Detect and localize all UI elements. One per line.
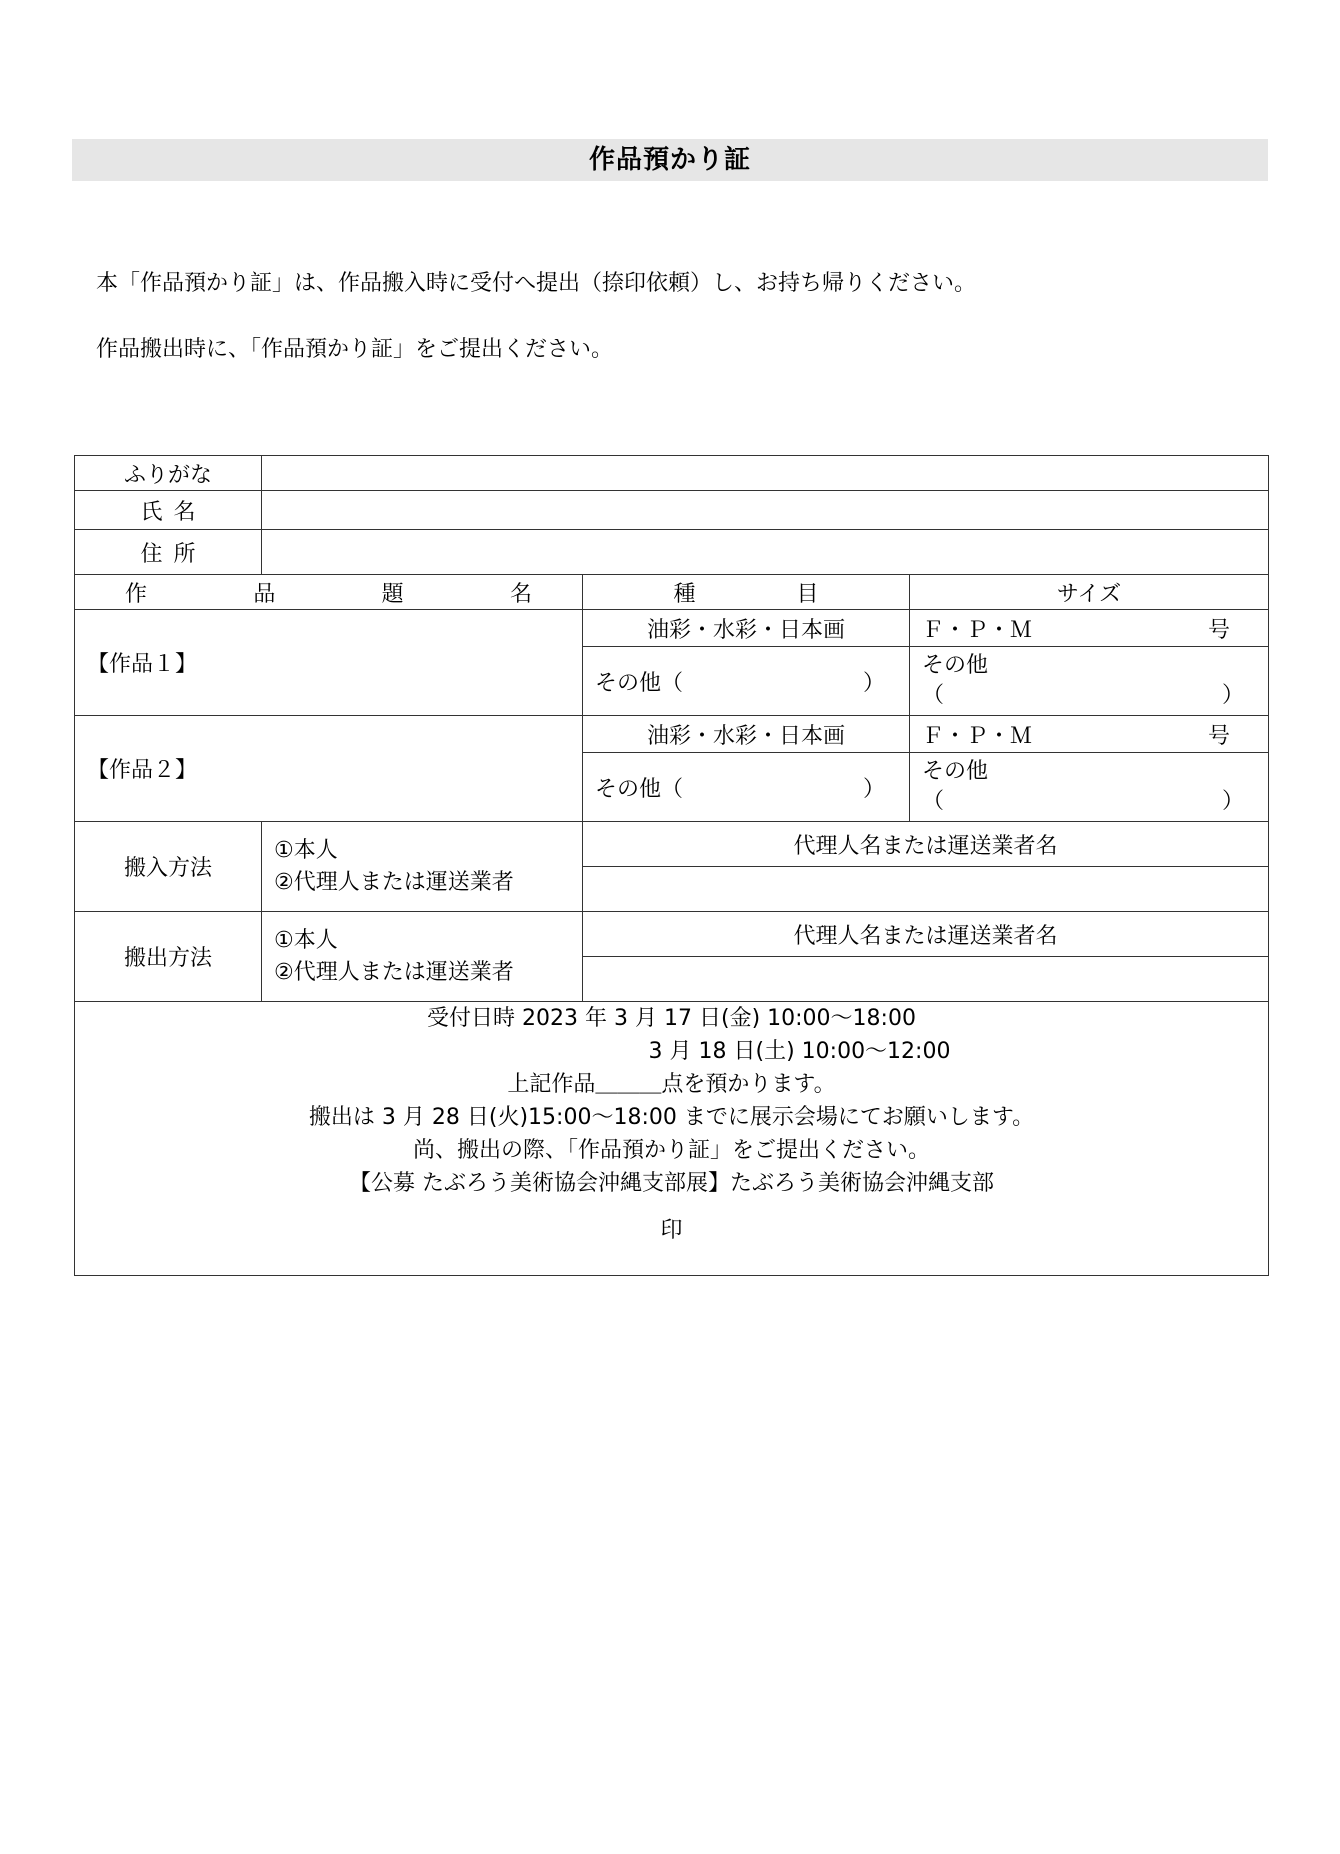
delivery-out-label: 搬出方法 <box>75 912 262 1002</box>
delivery-in-agent-field[interactable] <box>583 867 1269 912</box>
work-2-category-options[interactable]: 油彩・水彩・日本画 <box>583 716 910 753</box>
address-label: 住 所 <box>75 530 262 575</box>
work-2-size-other[interactable]: その他 （ ） <box>910 753 1269 822</box>
delivery-out-agent-label: 代理人名または運送業者名 <box>583 912 1269 957</box>
delivery-out-options[interactable]: ①本人 ②代理人または運送業者 <box>262 912 583 1002</box>
work-1-size-options[interactable]: Ｆ・Ｐ・Ｍ 号 <box>910 610 1269 647</box>
intro-line-1: 本「作品預かり証」は、作品搬入時に受付へ提出（捺印依頼）し、お持ち帰りください。 <box>96 271 977 296</box>
pickup-schedule-line: 搬出は 3 月 28 日(火)15:00～18:00 までに展示会場にてお願いします。 <box>308 1105 1035 1130</box>
work-2-label: 【作品２】 <box>87 758 198 783</box>
delivery-in-agent-label: 代理人名または運送業者名 <box>583 822 1269 867</box>
category-header: 種 目 <box>583 575 910 610</box>
address-field[interactable] <box>262 530 1269 575</box>
work-2-category-other[interactable]: その他（ ） <box>583 753 910 822</box>
name-field[interactable] <box>262 491 1269 530</box>
furigana-label: ふりがな <box>75 456 262 491</box>
delivery-in-options[interactable]: ①本人 ②代理人または運送業者 <box>262 822 583 912</box>
reception-dates-line-2: 3 月 18 日(土) 10:00～12:00 <box>648 1039 951 1064</box>
intro-line-2: 作品搬出時に、「作品預かり証」をご提出ください。 <box>96 337 614 362</box>
pickup-notice-line: 尚、搬出の際、「作品預かり証」をご提出ください。 <box>413 1138 931 1163</box>
receipt-form <box>74 455 1269 1276</box>
seal-mark: 印 <box>660 1218 683 1243</box>
work-1-title-field[interactable] <box>75 610 583 716</box>
furigana-field[interactable] <box>262 456 1269 491</box>
work-2-title-field[interactable] <box>75 716 583 822</box>
reception-dates-line-1: 受付日時 2023 年 3 月 17 日(金) 10:00～18:00 <box>427 1006 916 1031</box>
document-title: 作品預かり証 <box>72 139 1268 181</box>
name-label: 氏 名 <box>75 491 262 530</box>
organizer-line: 【公募 たぶろう美術協会沖縄支部展】たぶろう美術協会沖縄支部 <box>349 1171 994 1196</box>
work-title-header: 作 品 題 名 <box>75 575 583 610</box>
received-count-line: 上記作品＿＿＿点を預かります。 <box>507 1072 836 1097</box>
work-1-category-options[interactable]: 油彩・水彩・日本画 <box>583 610 910 647</box>
delivery-in-label: 搬入方法 <box>75 822 262 912</box>
work-2-size-options[interactable]: Ｆ・Ｐ・Ｍ 号 <box>910 716 1269 753</box>
work-1-size-other[interactable]: その他 （ ） <box>910 647 1269 716</box>
work-1-label: 【作品１】 <box>87 652 198 677</box>
work-1-category-other[interactable]: その他（ ） <box>583 647 910 716</box>
size-header: サイズ <box>910 575 1269 610</box>
receipt-notice <box>75 1002 1269 1276</box>
delivery-out-agent-field[interactable] <box>583 957 1269 1002</box>
